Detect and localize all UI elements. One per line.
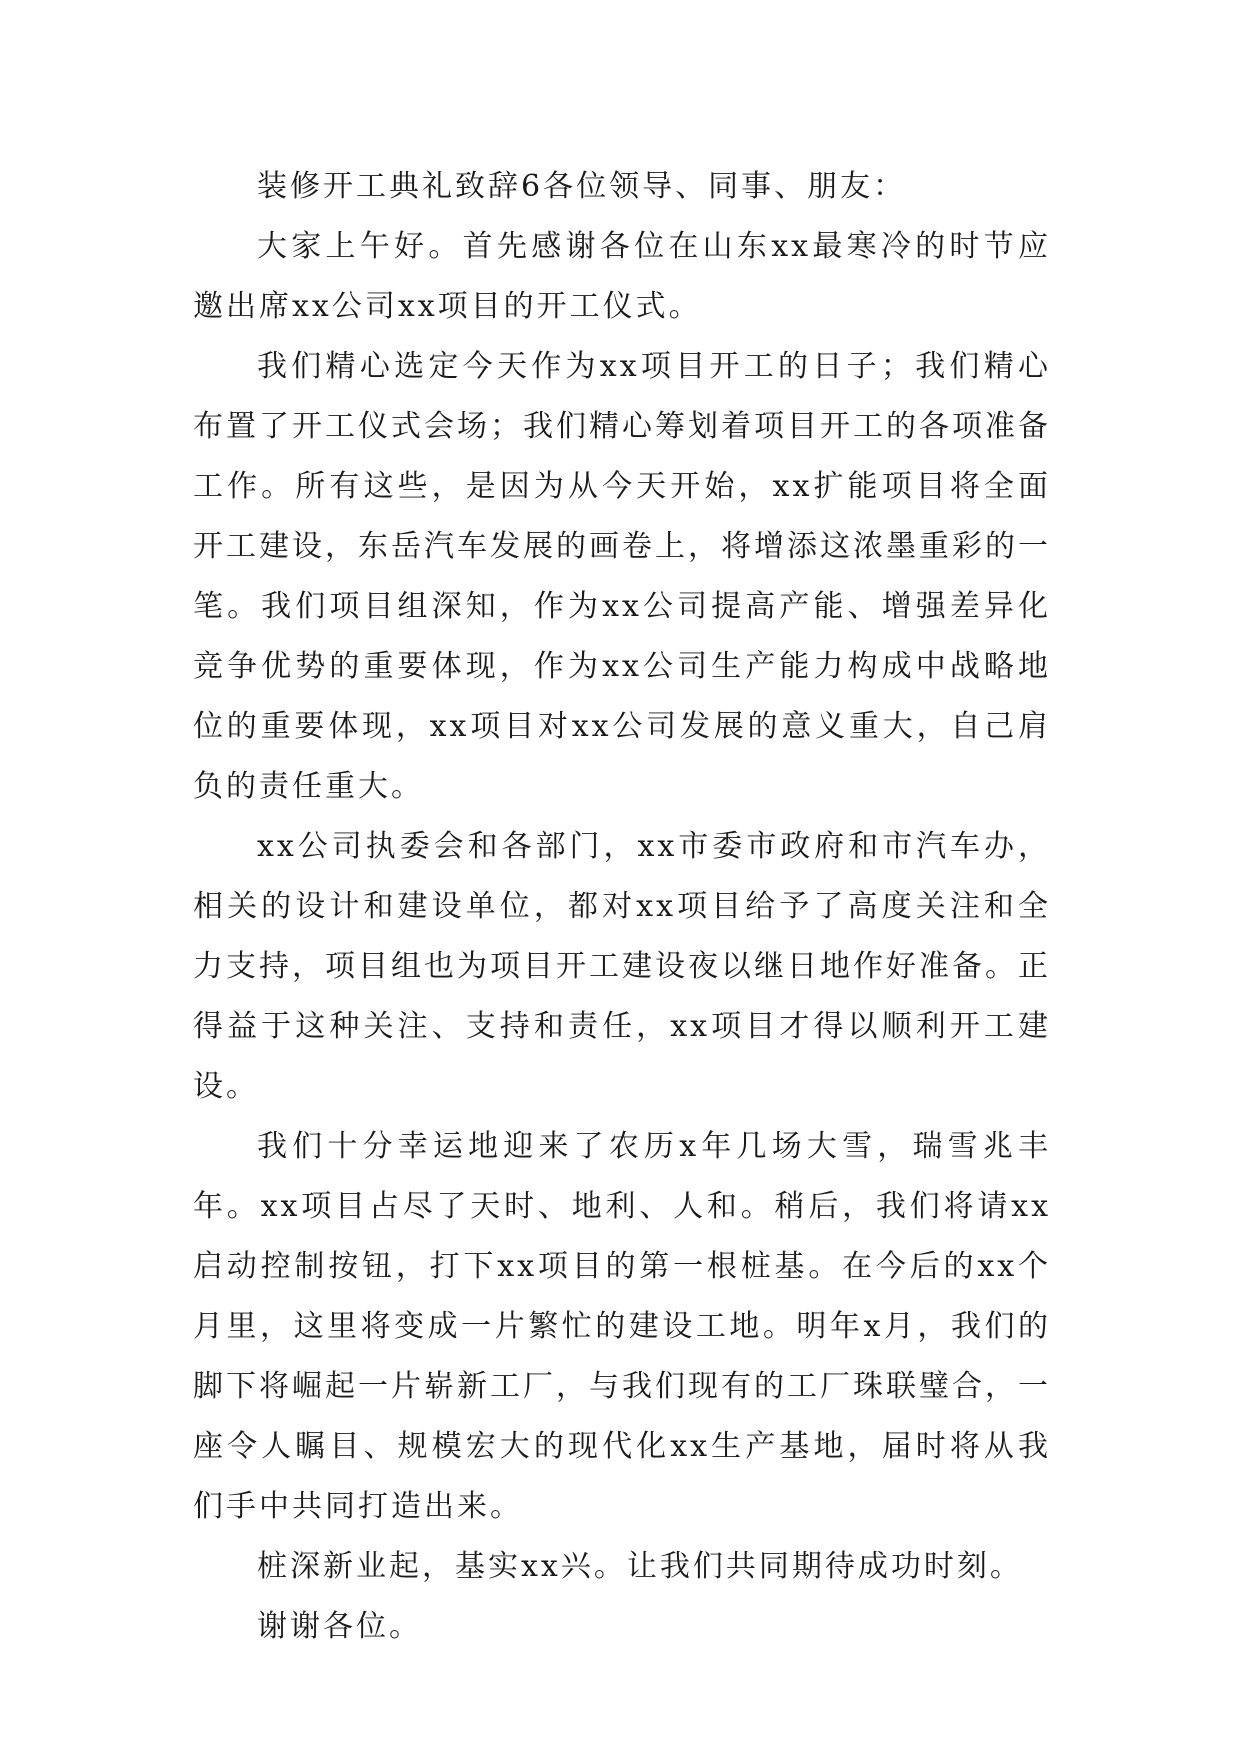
- paragraph-closing-slogan: 桩深新业起，基实xx兴。让我们共同期待成功时刻。: [257, 1549, 1023, 1584]
- paragraph-project-significance: 我们精心选定今天作为xx项目开工的日子；我们精心布置了开工仪式会场；我们精心筹划着项目开工的各项准备工作。所有这些，是因为从今天开始，xx扩能项目将全面开工建设，东岳汽车发展的画卷上，将增添这浓墨重彩的一笔。我们项目组深知，作为xx公司提高产能、增强差异化竞争优势的重要体现，作为xx公司生产能力构成中战略地位的重要体现，xx项目对xx公司发展的意义重大，自己肩负的责任重大。: [193, 349, 1051, 804]
- paragraph-salutation: 装修开工典礼致辞6各位领导、同事、朋友：: [257, 169, 907, 204]
- paragraph-acknowledgements: xx公司执委会和各部门，xx市委市政府和市汽车办，相关的设计和建设单位，都对xx项目给予了高度关注和全力支持，项目组也为项目开工建设夜以继日地作好准备。正得益于这种关注、支持和责任，xx项目才得以顺利开工建设。: [193, 829, 1051, 1104]
- paragraph-greeting: 大家上午好。首先感谢各位在山东xx最寒冷的时节应邀出席xx公司xx项目的开工仪式。: [193, 229, 1051, 324]
- paragraph-outlook: 我们十分幸运地迎来了农历x年几场大雪，瑞雪兆丰年。xx项目占尽了天时、地利、人和。稍后，我们将请xx启动控制按钮，打下xx项目的第一根桩基。在今后的xx个月里，这里将变成一片繁忙的建设工地。明年x月，我们的脚下将崛起一片崭新工厂，与我们现有的工厂珠联璧合，一座令人瞩目、规模宏大的现代化xx生产基地，届时将从我们手中共同打造出来。: [193, 1129, 1051, 1524]
- document-body: [193, 157, 1051, 1657]
- paragraph-thanks: 谢谢各位。: [257, 1609, 422, 1644]
